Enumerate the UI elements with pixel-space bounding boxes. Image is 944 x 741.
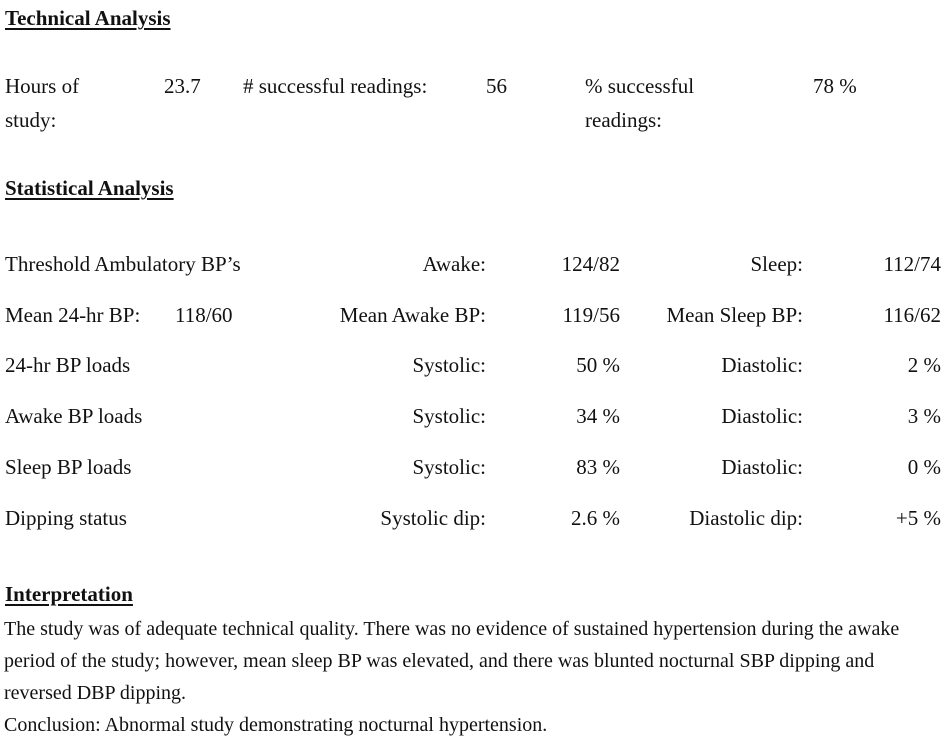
successful-readings-label: # successful readings: (243, 74, 428, 98)
stat-row-label: Dipping status (5, 506, 127, 530)
stat-row-label: Awake BP loads (5, 404, 143, 428)
percent-successful-label-line2: readings: (585, 108, 662, 132)
hours-of-study-label-line2: study: (5, 108, 57, 132)
stat-row-col2-label: Diastolic: (721, 353, 803, 377)
stat-row-col1-value: 50 % (576, 353, 620, 377)
hours-of-study-value: 23.7 (164, 74, 201, 98)
successful-readings-value: 56 (486, 74, 507, 98)
stat-row-col1-label: Systolic: (412, 455, 486, 479)
hours-of-study-label-line1: Hours of (5, 74, 80, 98)
percent-successful-label-line1: % successful (585, 74, 695, 98)
stat-row-col1-value: 2.6 % (571, 506, 620, 530)
stat-row-col2-value: 3 % (907, 404, 941, 428)
statistical-analysis-heading: Statistical Analysis (5, 176, 174, 200)
stat-row-label: Threshold Ambulatory BP’s (5, 252, 241, 276)
technical-analysis-heading: Technical Analysis (5, 6, 171, 30)
interpretation-heading: Interpretation (5, 582, 133, 606)
stat-row-col1-label: Systolic: (412, 404, 486, 428)
stat-row-col1-value: 83 % (576, 455, 620, 479)
stat-row-col2-label: Mean Sleep BP: (666, 303, 803, 327)
stat-row-col1-label: Awake: (422, 252, 486, 276)
stat-row-col2-value: 116/62 (883, 303, 941, 327)
stat-row-col1-value: 124/82 (561, 252, 620, 276)
stat-row-label: Sleep BP loads (5, 455, 132, 479)
stat-row-label: 24-hr BP loads (5, 353, 131, 377)
stat-row-col2-value: 112/74 (883, 252, 941, 276)
stat-row-label: Mean 24-hr BP: (5, 303, 141, 327)
mean-24hr-bp-value: 118/60 (175, 303, 233, 327)
stat-row-col2-value: +5 % (895, 506, 941, 530)
stat-row-col1-label: Mean Awake BP: (339, 303, 486, 327)
stat-row-col2-label: Diastolic: (721, 404, 803, 428)
stat-row-col1-value: 119/56 (562, 303, 620, 327)
stat-row-col1-value: 34 % (576, 404, 620, 428)
conclusion-text: Conclusion: Abnormal study demonstrating nocturnal hypertension. (4, 714, 548, 736)
percent-successful-value: 78 % (813, 74, 857, 98)
interpretation-paragraph: The study was of adequate technical quality. There was no evidence of sustained hypertension during the awake period of the study; however, mean sleep BP was elevated, and there was blunted nocturnal SBP dipping and reversed DBP dipping. (4, 618, 900, 704)
stat-row-col2-label: Sleep: (750, 252, 803, 276)
stat-row-col2-value: 2 % (907, 353, 941, 377)
stat-row-col2-label: Diastolic dip: (689, 506, 803, 530)
stat-row-col1-label: Systolic: (412, 353, 486, 377)
stat-row-col1-label: Systolic dip: (380, 506, 486, 530)
stat-row-col2-value: 0 % (907, 455, 941, 479)
stat-row-col2-label: Diastolic: (721, 455, 803, 479)
